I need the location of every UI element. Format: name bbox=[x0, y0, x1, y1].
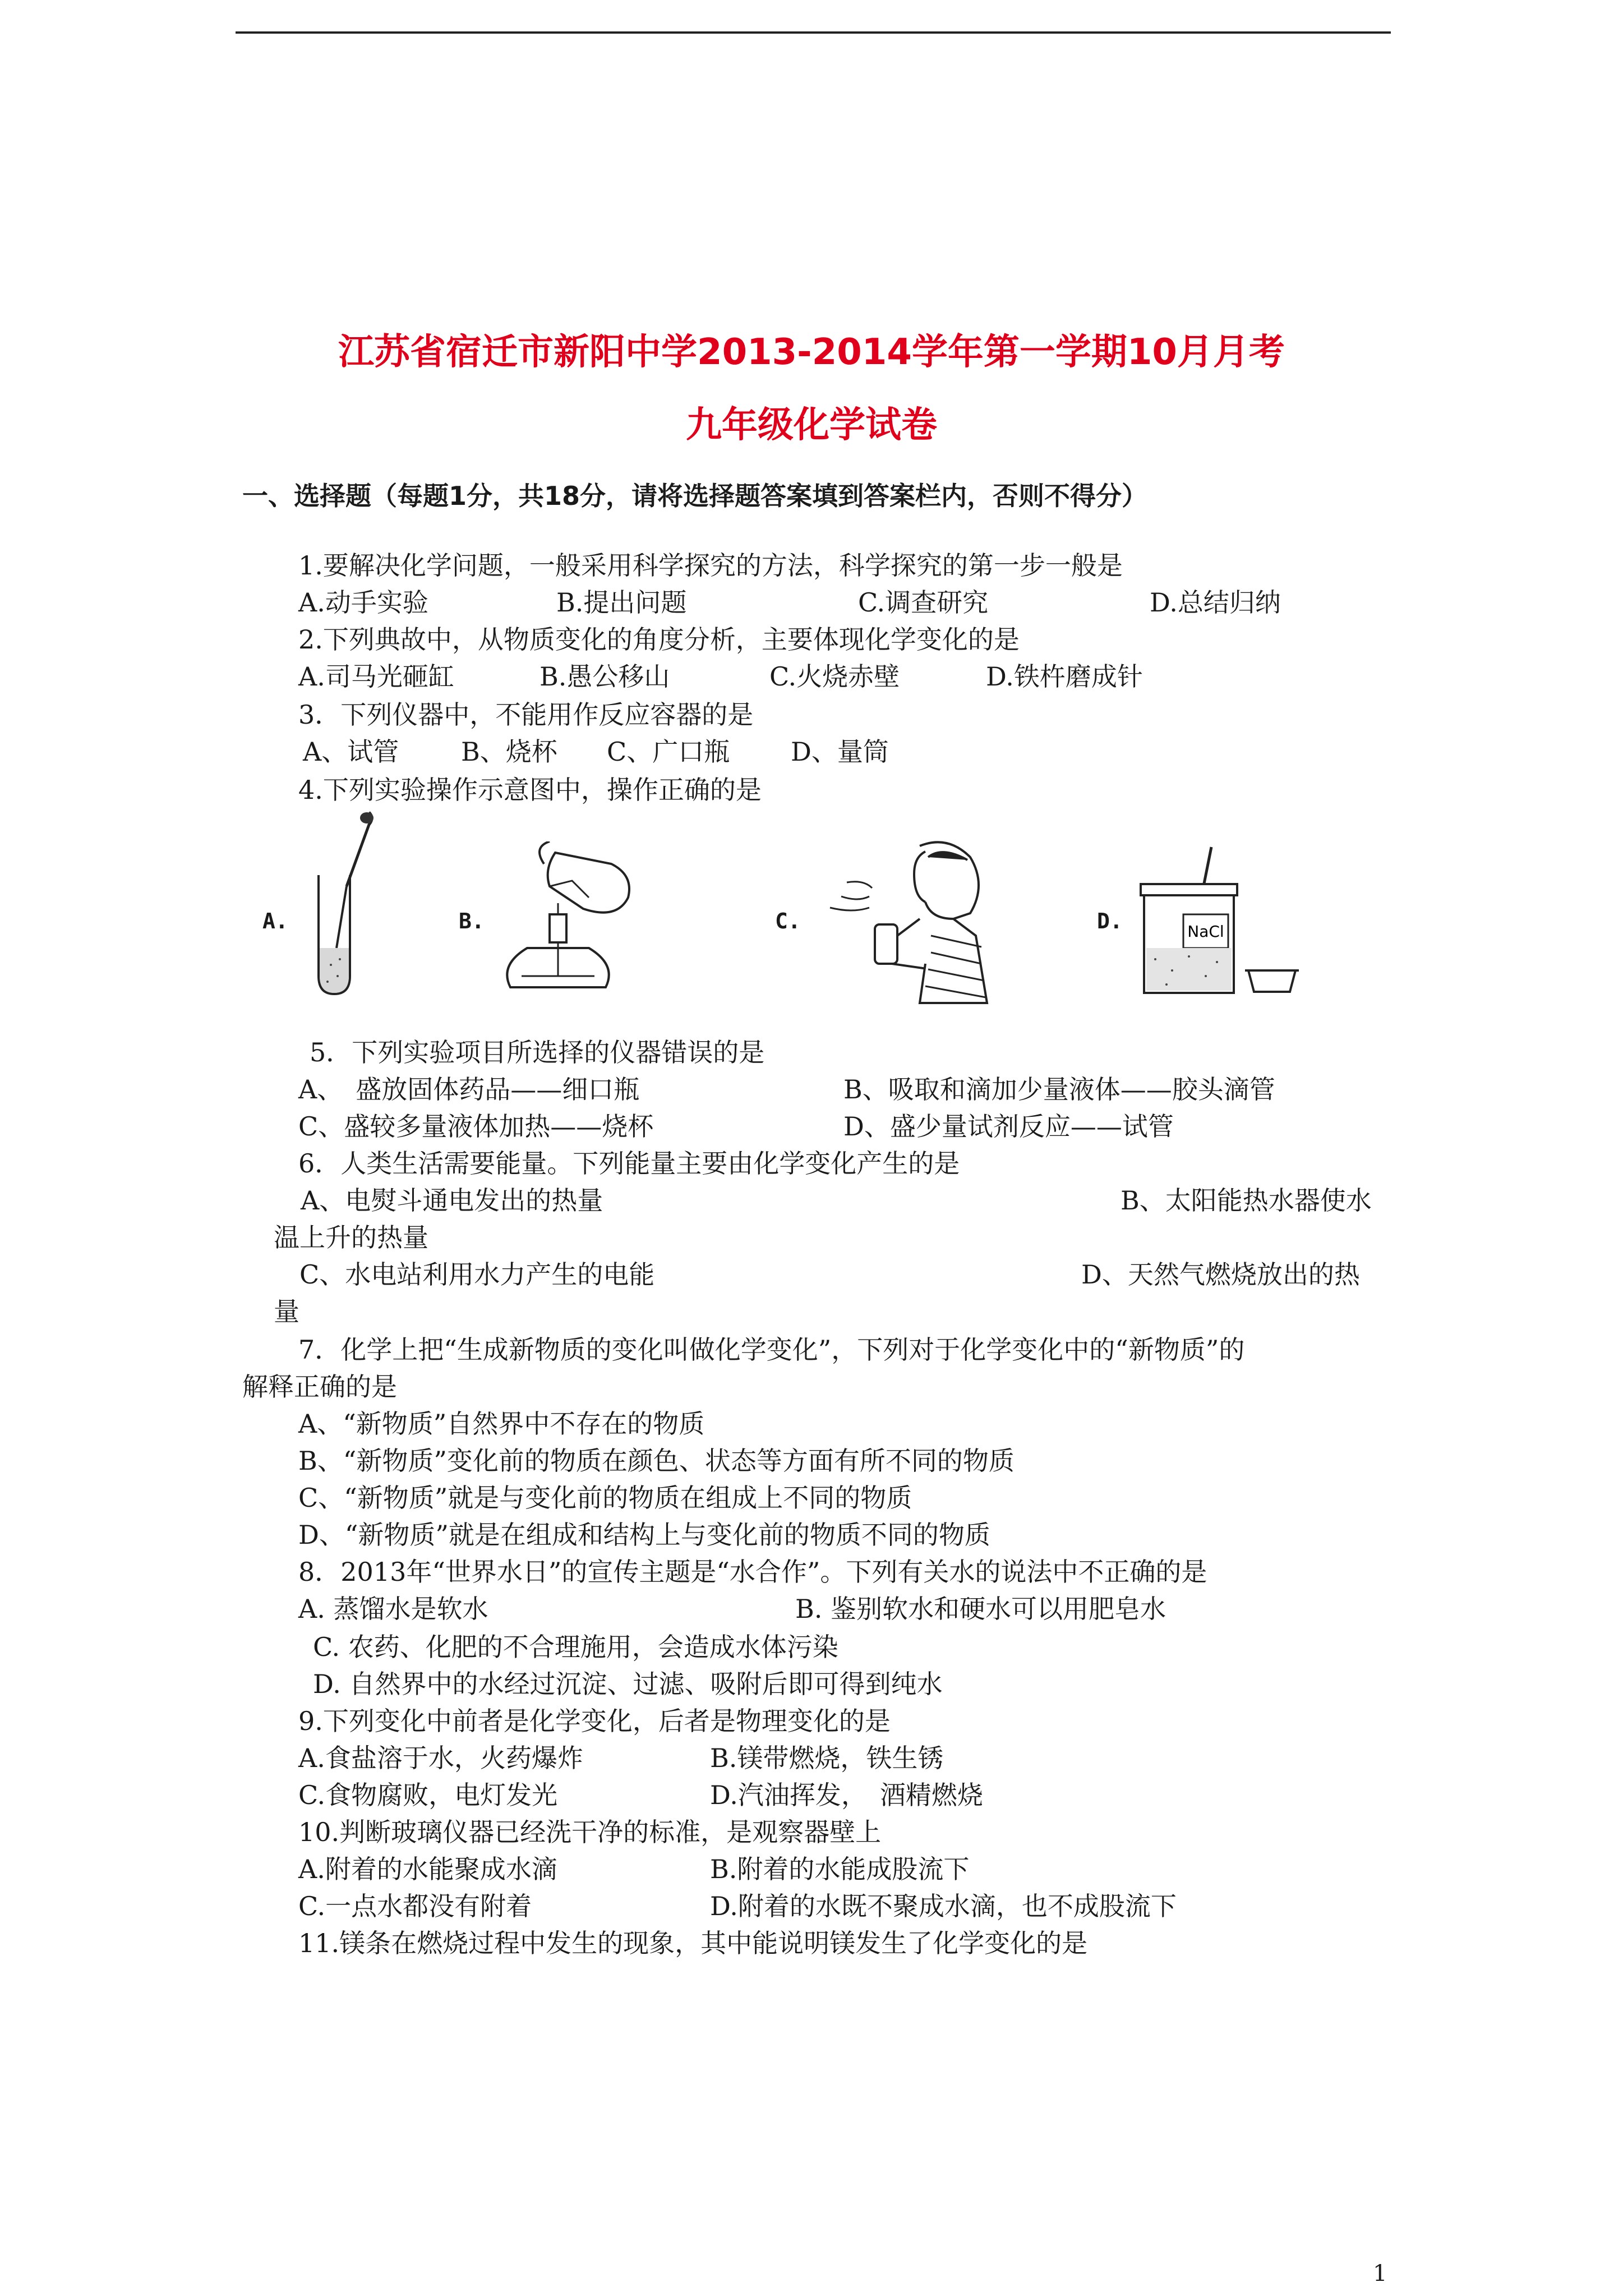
q7-option-b: B、“新物质”变化前的物质在颜色、状态等方面有所不同的物质 bbox=[298, 1446, 1015, 1476]
q1-option-b: B.提出问题 bbox=[556, 587, 687, 618]
q3-option-c: C、广口瓶 bbox=[607, 737, 730, 767]
q9-option-c: C.食物腐败，电灯发光 bbox=[298, 1780, 558, 1810]
q5-option-c: C、盛较多量液体加热——烧杯 bbox=[298, 1111, 654, 1142]
q4-figure-label-a: A. bbox=[262, 909, 288, 933]
q9-option-b: B.镁带燃烧，铁生锈 bbox=[710, 1743, 944, 1773]
alcohol-lamp-figure bbox=[488, 841, 639, 1004]
q4-figure-label-d: D. bbox=[1097, 909, 1123, 933]
q6-option-b-line2: 温上升的热量 bbox=[274, 1222, 428, 1253]
q6-option-d-line2: 量 bbox=[274, 1296, 299, 1327]
q6-stem: 6．人类生活需要能量。下列能量主要由化学变化产生的是 bbox=[298, 1148, 960, 1179]
q2-option-b: B.愚公移山 bbox=[540, 661, 670, 692]
q5-stem: 5．下列实验项目所选择的仪器错误的是 bbox=[310, 1037, 765, 1068]
section-heading: 一、选择题（每题1分，共18分，请将选择题答案填到答案栏内，否则不得分） bbox=[242, 481, 1148, 511]
q9-option-a: A.食盐溶于水，火药爆炸 bbox=[298, 1743, 583, 1773]
q1-option-c: C.调查研究 bbox=[858, 587, 989, 618]
q8-option-b: B. 鉴别软水和硬水可以用肥皂水 bbox=[795, 1594, 1166, 1624]
q6-option-a: A、电熨斗通电发出的热量 bbox=[301, 1185, 603, 1216]
q10-option-d: D.附着的水既不聚成水滴，也不成股流下 bbox=[710, 1891, 1177, 1921]
q2-option-d: D.铁杵磨成针 bbox=[986, 661, 1143, 692]
page-number: 1 bbox=[1373, 2261, 1387, 2286]
exam-title: 江苏省宿迁市新阳中学2013-2014学年第一学期10月月考 bbox=[338, 332, 1285, 373]
q7-option-a: A、“新物质”自然界中不存在的物质 bbox=[298, 1409, 705, 1439]
smelling-gas-figure bbox=[808, 835, 993, 1009]
q9-option-d: D.汽油挥发， 酒精燃烧 bbox=[710, 1780, 983, 1810]
q5-option-b: B、吸取和滴加少量液体——胶头滴管 bbox=[843, 1074, 1275, 1105]
q5-option-d: D、盛少量试剂反应——试管 bbox=[843, 1111, 1174, 1142]
q10-option-a: A.附着的水能聚成水滴 bbox=[298, 1854, 557, 1884]
exam-subtitle: 九年级化学试卷 bbox=[686, 404, 937, 446]
q8-option-a: A. 蒸馏水是软水 bbox=[298, 1594, 488, 1624]
q4-stem: 4.下列实验操作示意图中，操作正确的是 bbox=[298, 775, 762, 805]
test-tube-dropper-figure bbox=[303, 808, 376, 999]
q1-option-d: D.总结归纳 bbox=[1150, 587, 1281, 618]
q3-option-b: B、烧杯 bbox=[461, 737, 557, 767]
q1-stem: 1.要解决化学问题，一般采用科学探究的方法，科学探究的第一步一般是 bbox=[298, 550, 1123, 581]
q7-option-c: C、“新物质”就是与变化前的物质在组成上不同的物质 bbox=[298, 1483, 912, 1513]
q4-figure-label-b: B. bbox=[459, 909, 485, 933]
q7-stem-line2: 解释正确的是 bbox=[242, 1372, 397, 1402]
q2-option-c: C.火烧赤壁 bbox=[769, 661, 900, 692]
q10-option-b: B.附着的水能成股流下 bbox=[710, 1854, 970, 1884]
q7-option-d: D、“新物质”就是在组成和结构上与变化前的物质不同的物质 bbox=[298, 1520, 990, 1550]
nacl-bottle-figure bbox=[1133, 841, 1301, 1004]
q4-figure-label-c: C. bbox=[775, 909, 801, 933]
q3-stem: 3．下列仪器中，不能用作反应容器的是 bbox=[298, 700, 754, 730]
q2-stem: 2.下列典故中，从物质变化的角度分析，主要体现化学变化的是 bbox=[298, 624, 1020, 655]
q8-stem: 8．2013年“世界水日”的宣传主题是“水合作”。下列有关水的说法中不正确的是 bbox=[298, 1557, 1207, 1587]
nacl-label: NaCl bbox=[1187, 922, 1224, 941]
q3-option-a: A、试管 bbox=[303, 737, 399, 767]
q5-option-a: A、 盛放固体药品——细口瓶 bbox=[298, 1074, 640, 1105]
q10-option-c: C.一点水都没有附着 bbox=[298, 1891, 532, 1921]
q6-option-c: C、水电站利用水力产生的电能 bbox=[299, 1259, 655, 1290]
q9-stem: 9.下列变化中前者是化学变化，后者是物理变化的是 bbox=[298, 1706, 891, 1736]
q8-option-d: D. 自然界中的水经过沉淀、过滤、吸附后即可得到纯水 bbox=[313, 1669, 943, 1699]
header-rule bbox=[236, 31, 1391, 34]
q1-option-a: A.动手实验 bbox=[298, 587, 428, 618]
q7-stem-line1: 7．化学上把“生成新物质的变化叫做化学变化”，下列对于化学变化中的“新物质”的 bbox=[298, 1335, 1245, 1365]
q6-option-b-line1: B、太阳能热水器使水 bbox=[1121, 1185, 1372, 1216]
q3-option-d: D、量筒 bbox=[791, 737, 889, 767]
q10-stem: 10.判断玻璃仪器已经洗干净的标准，是观察器壁上 bbox=[298, 1817, 882, 1847]
q6-option-d-line1: D、天然气燃烧放出的热 bbox=[1081, 1259, 1360, 1290]
q2-option-a: A.司马光砸缸 bbox=[298, 661, 454, 692]
q8-option-c: C. 农药、化肥的不合理施用，会造成水体污染 bbox=[313, 1632, 838, 1662]
q11-stem: 11.镁条在燃烧过程中发生的现象，其中能说明镁发生了化学变化的是 bbox=[298, 1928, 1088, 1958]
